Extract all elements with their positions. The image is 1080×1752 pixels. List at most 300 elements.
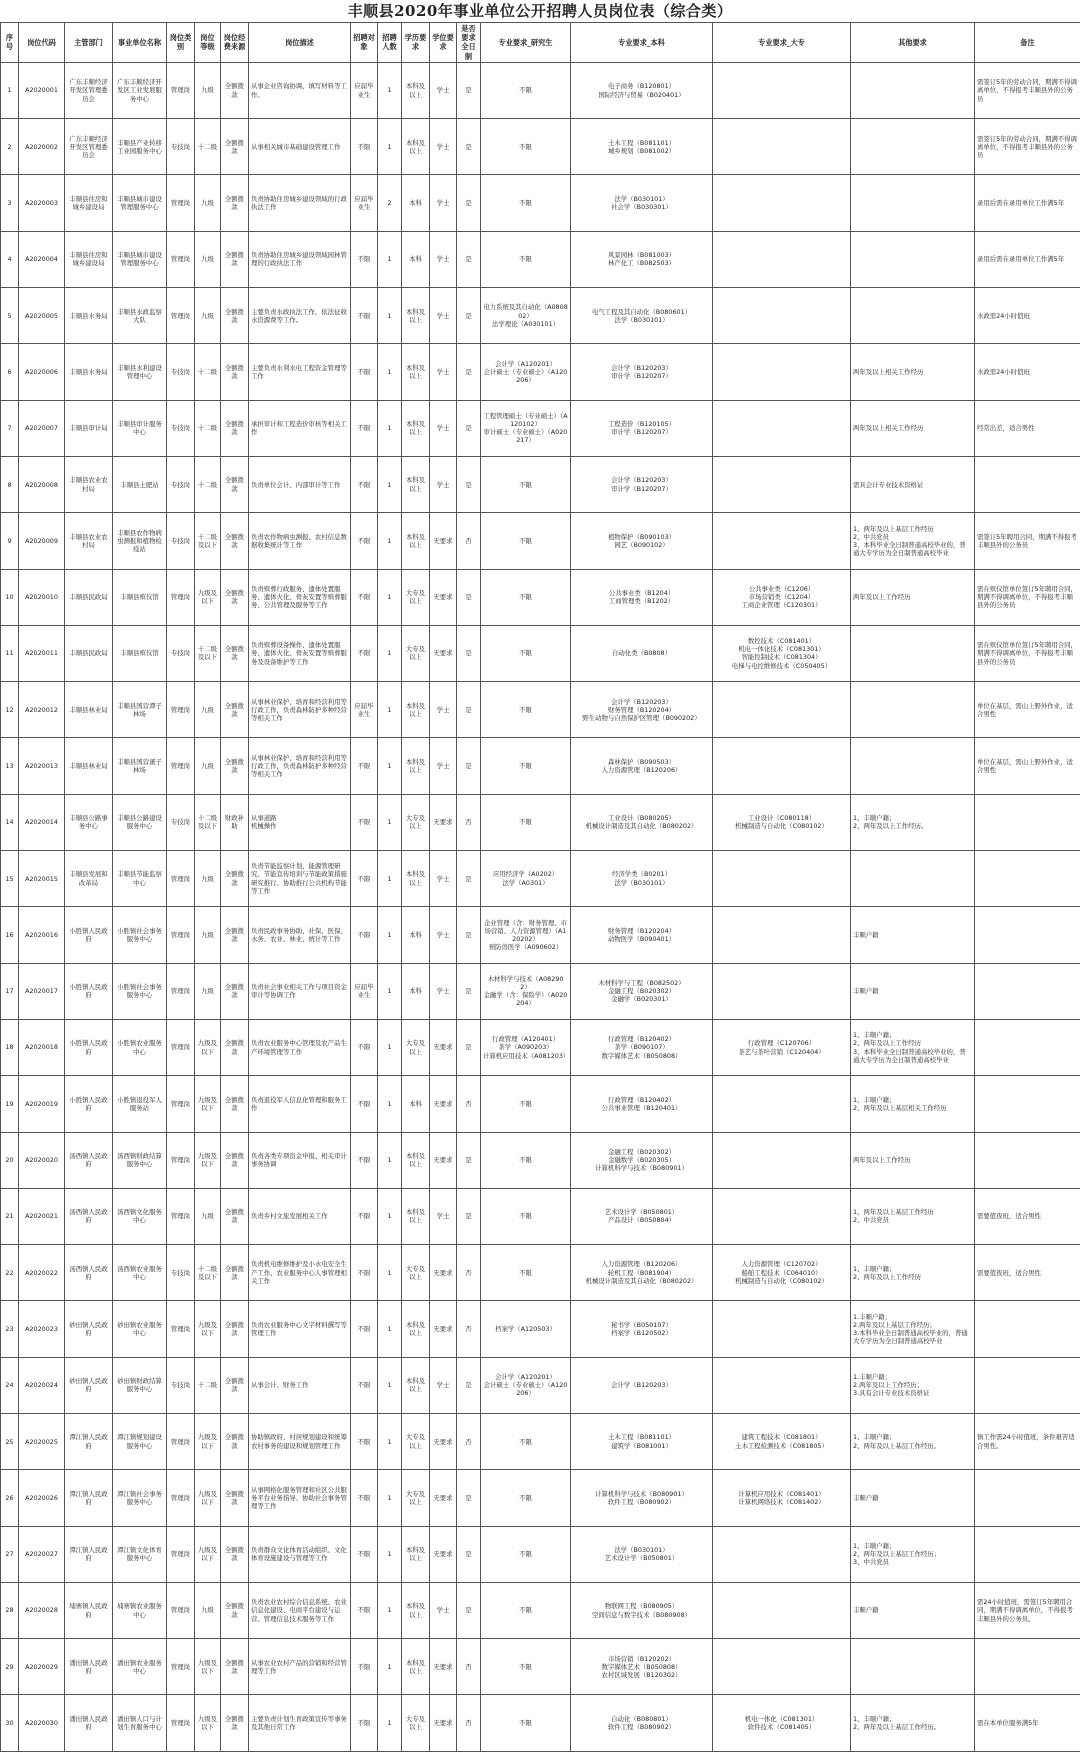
cell-text: 无要求 <box>432 818 454 826</box>
cell-fund <box>221 1245 249 1301</box>
cell-text: 丰顺县林业局 <box>67 762 110 770</box>
column-header: 学位要求 <box>430 23 457 63</box>
cell-text: 不限 <box>483 818 568 826</box>
cell-unit <box>113 1019 167 1075</box>
cell-text: 九级 <box>197 1606 218 1614</box>
cell-level <box>195 738 221 794</box>
cell-degree <box>430 682 457 738</box>
cell-text: 财政补助 <box>223 814 246 830</box>
cell-type <box>167 569 195 625</box>
cell-fund <box>221 682 249 738</box>
cell-text: 1、丰顺户籍； 2、两年及以上工作经历 <box>853 1265 972 1281</box>
cell-fulltime <box>457 288 481 344</box>
cell-text: A2020009 <box>21 537 62 545</box>
cell-text: 丰顺县土肥站 <box>115 481 164 489</box>
cell-ug <box>571 682 713 738</box>
cell-text: 主要负责计划生育政策宣传等事务及其他日常工作 <box>251 1715 348 1731</box>
cell-unit <box>113 569 167 625</box>
cell-text: A2020004 <box>21 255 62 263</box>
cell-text: 不限 <box>353 818 375 826</box>
cell-fund <box>221 1019 249 1075</box>
cell-text: 专技岗 <box>169 481 192 489</box>
cell-dept <box>65 1357 113 1413</box>
cell-text: 会计学（B120203） <box>573 1381 710 1389</box>
cell-fulltime <box>457 738 481 794</box>
cell-text: 不限 <box>483 1438 568 1446</box>
table-row <box>1 288 1080 344</box>
cell-grad <box>481 1470 571 1526</box>
cell-note <box>975 1414 1080 1470</box>
cell-grad <box>481 400 571 456</box>
cell-text: 1 <box>380 931 399 939</box>
cell-text: 管理岗 <box>169 1663 192 1671</box>
cell-text: 丰顺县审计服务中心 <box>115 420 164 436</box>
cell-unit <box>113 738 167 794</box>
cell-degree <box>430 400 457 456</box>
cell-unit <box>113 907 167 963</box>
cell-text: 丰顺县农业农村局 <box>67 476 110 492</box>
cell-text: 九级及以下 <box>197 589 218 605</box>
cell-text: 九级及以下 <box>197 1152 218 1168</box>
cell-text: 汤西镇文化服务中心 <box>115 1208 164 1224</box>
cell-dept <box>65 963 113 1019</box>
cell-text: 十二级 <box>197 424 218 432</box>
cell-text: 是 <box>459 593 478 601</box>
cell-text: 1 <box>380 1550 399 1558</box>
cell-other <box>851 682 975 738</box>
cell-text: 经常出差，适合男性 <box>977 424 1078 432</box>
cell-text: 本科及以上 <box>404 420 427 436</box>
cell-target <box>351 175 378 231</box>
cell-text: 全额拨款 <box>223 1715 246 1731</box>
cell-code <box>19 1132 65 1188</box>
cell-text: 不限 <box>353 1494 375 1502</box>
cell-fulltime <box>457 625 481 681</box>
cell-text: 管理岗 <box>169 1494 192 1502</box>
cell-num <box>378 456 402 512</box>
cell-no <box>1 1526 19 1582</box>
cell-text: 学士 <box>432 312 454 320</box>
cell-edu <box>402 1526 430 1582</box>
cell-grad <box>481 738 571 794</box>
cell-desc <box>249 1301 351 1357</box>
cell-text: 九级 <box>197 312 218 320</box>
cell-text: 丰顺县民政局 <box>67 593 110 601</box>
cell-unit <box>113 1132 167 1188</box>
cell-note <box>975 625 1080 681</box>
cell-code <box>19 400 65 456</box>
cell-desc <box>249 400 351 456</box>
cell-other <box>851 1019 975 1075</box>
table-row <box>1 1076 1080 1132</box>
cell-text: 全额拨款 <box>223 195 246 211</box>
cell-type <box>167 907 195 963</box>
cell-text: 负责殡葬设备操作、遗体处置服务、遗体火化、骨灰安置等殡葬服务及设备维护等工作 <box>251 641 348 666</box>
cell-col <box>713 400 851 456</box>
cell-grad <box>481 1526 571 1582</box>
cell-other <box>851 794 975 850</box>
cell-text: 大专及以上 <box>404 1490 427 1506</box>
cell-text: 1 <box>380 1325 399 1333</box>
cell-text: 负责民政事务协助、社保、医保、水务、农业、林业、统计等工作 <box>251 927 348 943</box>
cell-dept <box>65 1695 113 1751</box>
cell-level <box>195 456 221 512</box>
cell-text: 17 <box>3 987 16 995</box>
cell-level <box>195 1582 221 1638</box>
cell-ug <box>571 231 713 287</box>
cell-code <box>19 1582 65 1638</box>
cell-text: 埔寨镇人民政府 <box>67 1602 110 1618</box>
cell-code <box>19 231 65 287</box>
table-row <box>1 1695 1080 1751</box>
cell-text: A2020007 <box>21 424 62 432</box>
cell-text: 全额拨款 <box>223 139 246 155</box>
cell-text: 负责殡葬行政服务、遗体处置服务、遗体火化、骨灰安置等殡葬服务、公共管理及服务等工作 <box>251 585 348 610</box>
cell-other <box>851 456 975 512</box>
cell-grad <box>481 1357 571 1413</box>
cell-text: 1 <box>380 312 399 320</box>
cell-text: 管理岗 <box>169 86 192 94</box>
cell-text: 24 <box>3 1381 16 1389</box>
cell-text: A2020019 <box>21 1100 62 1108</box>
cell-text: 九级 <box>197 875 218 883</box>
cell-text: 是 <box>459 255 478 263</box>
cell-desc <box>249 851 351 907</box>
cell-dept <box>65 513 113 569</box>
cell-text: 会计学（B120203） 财务管理（B120204） 野生动物与自然保护区管理（B090202） <box>573 698 710 723</box>
cell-no <box>1 400 19 456</box>
cell-fund <box>221 175 249 231</box>
cell-target <box>351 963 378 1019</box>
document-title: 丰顺县2020年事业单位公开招聘人员岗位表（综合类） <box>0 0 1080 22</box>
cell-edu <box>402 119 430 175</box>
cell-unit <box>113 1695 167 1751</box>
cell-edu <box>402 738 430 794</box>
cell-note <box>975 794 1080 850</box>
cell-text: 21 <box>3 1212 16 1220</box>
cell-text: 需要值夜班，适合男性 <box>977 1212 1078 1220</box>
cell-text: 行政管理（B120402） 茶学（B090107） 数字媒体艺术（B050808） <box>573 1035 710 1060</box>
cell-desc <box>249 1639 351 1695</box>
cell-text: 1 <box>380 143 399 151</box>
cell-type <box>167 1582 195 1638</box>
cell-no <box>1 851 19 907</box>
cell-col <box>713 569 851 625</box>
cell-dept <box>65 1414 113 1470</box>
cell-text: 财务管理（B120204） 动物医学（B090401） <box>573 927 710 943</box>
cell-num <box>378 1301 402 1357</box>
cell-edu <box>402 1582 430 1638</box>
column-header: 其他要求 <box>851 23 975 63</box>
cell-fund <box>221 288 249 344</box>
cell-text: 经济学类（B0201） 法学（B030101） <box>573 870 710 886</box>
cell-code <box>19 569 65 625</box>
column-header: 专业要求_大专 <box>713 23 851 63</box>
cell-text: 管理岗 <box>169 762 192 770</box>
cell-ug <box>571 175 713 231</box>
cell-text: 从事农业农村产品的营销和经营管理等工作 <box>251 1659 348 1675</box>
cell-text: 丰顺县水利建设管理中心 <box>115 364 164 380</box>
cell-no <box>1 963 19 1019</box>
cell-ug <box>571 1188 713 1244</box>
cell-col <box>713 513 851 569</box>
cell-text: 管理岗 <box>169 1043 192 1051</box>
cell-col <box>713 175 851 231</box>
cell-fulltime <box>457 62 481 118</box>
cell-edu <box>402 1132 430 1188</box>
cell-text: 自动化类（B0808） <box>573 649 710 657</box>
cell-text: 本科及以上 <box>404 139 427 155</box>
cell-note <box>975 1357 1080 1413</box>
cell-text: 不限 <box>353 1269 375 1277</box>
cell-text: 1 <box>380 86 399 94</box>
cell-fulltime <box>457 1582 481 1638</box>
cell-edu <box>402 625 430 681</box>
cell-num <box>378 1526 402 1582</box>
cell-text: 30 <box>3 1719 16 1727</box>
cell-ug <box>571 1301 713 1357</box>
cell-text: 专技岗 <box>169 368 192 376</box>
cell-grad <box>481 569 571 625</box>
cell-text: 不限 <box>353 1663 375 1671</box>
cell-text: 18 <box>3 1043 16 1051</box>
cell-text: 1 <box>380 1381 399 1389</box>
cell-text: 广东丰顺经济开发区管理委员会 <box>67 135 110 160</box>
table-header <box>1 23 1080 63</box>
cell-target <box>351 456 378 512</box>
cell-text: 需在本单位服务满5年 <box>977 1719 1078 1727</box>
cell-level <box>195 1019 221 1075</box>
cell-note <box>975 1132 1080 1188</box>
cell-no <box>1 1188 19 1244</box>
cell-fulltime <box>457 1076 481 1132</box>
cell-ug <box>571 1695 713 1751</box>
table-body <box>1 62 1080 1751</box>
cell-grad <box>481 456 571 512</box>
cell-text: 十二级及以下 <box>197 533 218 549</box>
cell-unit <box>113 456 167 512</box>
cell-ug <box>571 851 713 907</box>
cell-col <box>713 1019 851 1075</box>
cell-note <box>975 1582 1080 1638</box>
cell-fund <box>221 907 249 963</box>
cell-text: 1、两年及以上基层工作经历 2、中共党员 3、本科毕业全日制普通高校毕业的，普通大专学历为全日制普通高校毕业 <box>853 525 972 558</box>
cell-unit <box>113 1357 167 1413</box>
cell-text: 学士 <box>432 199 454 207</box>
cell-text: 不限 <box>483 593 568 601</box>
cell-type <box>167 231 195 287</box>
cell-ug <box>571 1245 713 1301</box>
cell-other <box>851 288 975 344</box>
cell-dept <box>65 1188 113 1244</box>
cell-num <box>378 231 402 287</box>
cell-target <box>351 1132 378 1188</box>
cell-text: 数控技术（C081401） 机电一体化技术（C081301） 智能控制技术（C081304） 电梯与电控维修技术（C050405） <box>715 637 848 670</box>
cell-text: 1、丰顺户籍； 2、两年及以上工作经历 3、本科毕业全日制普通高校毕业的，普通大专学历为全日制普通高校毕业 <box>853 1031 972 1064</box>
cell-note <box>975 1019 1080 1075</box>
cell-desc <box>249 1245 351 1301</box>
cell-text: 学士 <box>432 1606 454 1614</box>
cell-text: 学士 <box>432 1212 454 1220</box>
cell-fund <box>221 1582 249 1638</box>
table-row <box>1 344 1080 400</box>
cell-type <box>167 1695 195 1751</box>
cell-text: A2020017 <box>21 987 62 995</box>
cell-text: 本科及以上 <box>404 533 427 549</box>
cell-text: 风景园林（B081003） 林产化工（B082503） <box>573 251 710 267</box>
table-row <box>1 851 1080 907</box>
cell-text: 1 <box>380 1606 399 1614</box>
cell-text: 公共事业类（B1204） 工商管理类（B1202） <box>573 589 710 605</box>
cell-unit <box>113 1188 167 1244</box>
cell-text: A2020014 <box>21 818 62 826</box>
cell-text: 市场营销（B120202） 数字媒体艺术（B050808） 农村区域发展（B120302） <box>573 1655 710 1680</box>
cell-text: 需在殡仪馆单位签订5年聘用合同，期满不得调离单位，不得报考丰顺县外的公务员 <box>977 641 1078 666</box>
cell-text: 全额拨款 <box>223 533 246 549</box>
cell-text: 埔寨镇农业服务中心 <box>115 1602 164 1618</box>
cell-text: A2020013 <box>21 762 62 770</box>
cell-text: 不限 <box>353 1606 375 1614</box>
cell-text: 不限 <box>483 255 568 263</box>
cell-dept <box>65 1076 113 1132</box>
cell-text: 会计学（A120201） 会计硕士（专业硕士）（A120206） <box>483 360 568 385</box>
cell-ug <box>571 288 713 344</box>
cell-text: 九级及以下 <box>197 1321 218 1337</box>
cell-text: 从事相关城市基础建设管理工作 <box>251 143 348 151</box>
cell-degree <box>430 907 457 963</box>
cell-text: 计算机科学与技术（B080901） 软件工程（B080902） <box>573 1490 710 1506</box>
cell-text: 无要求 <box>432 1043 454 1051</box>
column-header: 学历要求 <box>402 23 430 63</box>
cell-unit <box>113 1470 167 1526</box>
cell-text: 木材科学与工程（B082502） 金融工程（B020302） 金融学（B020301） <box>573 979 710 1004</box>
cell-note <box>975 1470 1080 1526</box>
cell-text: 从事道路 机械操作 <box>251 814 348 830</box>
table-row <box>1 513 1080 569</box>
cell-no <box>1 1357 19 1413</box>
cell-text: 否 <box>459 537 478 545</box>
cell-text: 潭江镇人民政府 <box>67 1490 110 1506</box>
cell-text: 应届毕业生 <box>353 82 375 98</box>
cell-level <box>195 625 221 681</box>
cell-target <box>351 1076 378 1132</box>
cell-text: 负责单位会计、内部审计等工作 <box>251 481 348 489</box>
cell-degree <box>430 963 457 1019</box>
cell-text: 不限 <box>353 1043 375 1051</box>
cell-text: 负责农作物病虫测报、农村信息数据收集统计等工作 <box>251 533 348 549</box>
cell-text: 电子商务（B120801） 国际经济与贸易（B020401） <box>573 82 710 98</box>
table-row <box>1 1245 1080 1301</box>
cell-text: 两年及以上工作经历 <box>853 1156 972 1164</box>
cell-text: 潘田镇人民政府 <box>67 1659 110 1675</box>
cell-num <box>378 1695 402 1751</box>
cell-fund <box>221 569 249 625</box>
column-header: 招聘人数 <box>378 23 402 63</box>
cell-text: 是 <box>459 1212 478 1220</box>
cell-text: 负责农业服务中心管理及农产品生产环境管理等工作 <box>251 1039 348 1055</box>
cell-text: 负责退役军人信息化管理和服务工作 <box>251 1096 348 1112</box>
cell-note <box>975 1245 1080 1301</box>
cell-text: 负责群众文化体育活动组织、文化体育设施建设与管理等工作 <box>251 1546 348 1562</box>
cell-text: 机电一体化（C081301） 软件技术（C081405） <box>715 1715 848 1731</box>
cell-dept <box>65 851 113 907</box>
cell-code <box>19 625 65 681</box>
cell-text: 十二级及以下 <box>197 1265 218 1281</box>
cell-num <box>378 1582 402 1638</box>
cell-text: 不限 <box>483 1719 568 1727</box>
cell-desc <box>249 456 351 512</box>
cell-fund <box>221 1301 249 1357</box>
cell-text: 全额拨款 <box>223 983 246 999</box>
cell-text: 不限 <box>483 1550 568 1558</box>
cell-no <box>1 625 19 681</box>
cell-target <box>351 1695 378 1751</box>
cell-num <box>378 1639 402 1695</box>
cell-note <box>975 62 1080 118</box>
cell-text: 九级 <box>197 987 218 995</box>
cell-text: 8 <box>3 481 16 489</box>
cell-degree <box>430 1582 457 1638</box>
cell-grad <box>481 288 571 344</box>
cell-text: 学士 <box>432 86 454 94</box>
cell-target <box>351 288 378 344</box>
cell-text: 丰顺县国营溪子林场 <box>115 758 164 774</box>
cell-text: A2020001 <box>21 86 62 94</box>
cell-text: 丰顺县住房和城乡建设局 <box>67 251 110 267</box>
cell-text: 管理岗 <box>169 1100 192 1108</box>
cell-unit <box>113 231 167 287</box>
cell-text: 全额拨款 <box>223 476 246 492</box>
cell-num <box>378 1188 402 1244</box>
cell-text: 不限 <box>353 762 375 770</box>
cell-fund <box>221 400 249 456</box>
cell-desc <box>249 1076 351 1132</box>
table-row <box>1 1582 1080 1638</box>
cell-text: 潘田镇人民政府 <box>67 1715 110 1731</box>
cell-edu <box>402 1414 430 1470</box>
cell-text: 1 <box>3 86 16 94</box>
cell-no <box>1 1019 19 1075</box>
job-table <box>0 22 1080 1752</box>
cell-fund <box>221 344 249 400</box>
cell-text: 档案学（A120503） <box>483 1325 568 1333</box>
cell-text: 不限 <box>353 255 375 263</box>
cell-text: 6 <box>3 368 16 376</box>
cell-type <box>167 1301 195 1357</box>
cell-edu <box>402 513 430 569</box>
cell-text: 潘田镇人口与计划生育服务中心 <box>115 1715 164 1731</box>
cell-other <box>851 1188 975 1244</box>
cell-dept <box>65 344 113 400</box>
cell-target <box>351 1245 378 1301</box>
cell-degree <box>430 569 457 625</box>
cell-text: 1 <box>380 1100 399 1108</box>
cell-ug <box>571 62 713 118</box>
cell-text: 否 <box>459 1438 478 1446</box>
cell-text: 13 <box>3 762 16 770</box>
column-header: 专业要求_研究生 <box>481 23 571 63</box>
table-row <box>1 1639 1080 1695</box>
cell-code <box>19 1639 65 1695</box>
cell-text: 不限 <box>353 1719 375 1727</box>
cell-text: 管理岗 <box>169 1719 192 1727</box>
cell-other <box>851 175 975 231</box>
cell-ug <box>571 569 713 625</box>
cell-fulltime <box>457 175 481 231</box>
cell-text: 学士 <box>432 368 454 376</box>
cell-text: 负责各类专项资金申报、相关审计事务协调 <box>251 1152 348 1168</box>
cell-other <box>851 1245 975 1301</box>
